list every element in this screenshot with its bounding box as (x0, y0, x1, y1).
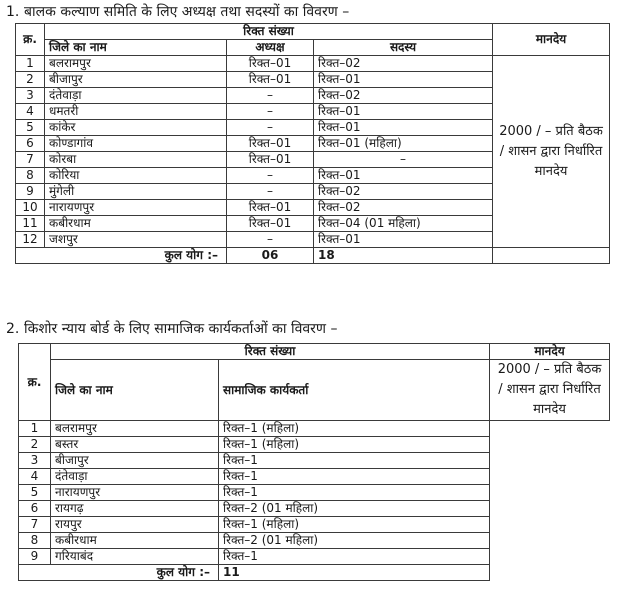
total-chair: 06 (227, 248, 314, 264)
serial-cell: 2 (19, 437, 51, 453)
member-cell: रिक्त–02 (314, 88, 493, 104)
board-total-row (19, 565, 610, 581)
serial-cell: 12 (16, 232, 45, 248)
serial-cell: 7 (19, 517, 51, 533)
district-cell: कबीरधाम (45, 216, 227, 232)
worker-cell: रिक्त–1 (219, 549, 490, 565)
total-member: 18 (314, 248, 493, 264)
district-cell: कोण्डागांव (45, 136, 227, 152)
serial-cell: 8 (19, 533, 51, 549)
board-row (19, 485, 610, 501)
chair-cell: रिक्त–01 (227, 216, 314, 232)
serial-cell: 2 (16, 72, 45, 88)
member-cell: रिक्त–01 (314, 120, 493, 136)
honorarium-cell: 2000 / – प्रति बैठक / शासन द्वारा निर्धारित मानदेय (493, 56, 610, 248)
worker-cell: रिक्त–1 (महिला) (219, 437, 490, 453)
member-header: सदस्य (314, 40, 493, 56)
board-row (19, 453, 610, 469)
district-cell: कोरबा (45, 152, 227, 168)
chair-cell: रिक्त–01 (227, 200, 314, 216)
vacancy-header: रिक्त संख्या (45, 24, 493, 40)
honorarium-cell: 2000 / – प्रति बैठक / शासन द्वारा निर्धारित मानदेय (490, 360, 610, 421)
member-cell: रिक्त–01 (314, 72, 493, 88)
district-header: जिले का नाम (45, 40, 227, 56)
serial-cell: 3 (19, 453, 51, 469)
worker-cell: रिक्त–2 (01 महिला) (219, 533, 490, 549)
board-header-row-1 (19, 344, 610, 360)
district-cell: बस्तर (51, 437, 219, 453)
worker-cell: रिक्त–1 (219, 453, 490, 469)
board-row (19, 517, 610, 533)
total-worker: 11 (219, 565, 490, 581)
serial-cell: 11 (16, 216, 45, 232)
member-cell: रिक्त–01 (314, 232, 493, 248)
committee-table (15, 23, 610, 264)
serial-cell: 4 (19, 469, 51, 485)
serial-cell: 1 (16, 56, 45, 72)
section1-heading (6, 3, 349, 21)
district-cell: जशपुर (45, 232, 227, 248)
board-row (19, 421, 610, 437)
worker-cell: रिक्त–1 (219, 469, 490, 485)
total-honorarium-blank (493, 248, 610, 264)
serial-cell: 3 (16, 88, 45, 104)
board-row (19, 549, 610, 565)
serial-cell: 9 (16, 184, 45, 200)
honorarium-header: मानदेय (490, 344, 610, 360)
district-cell: दंतेवाड़ा (51, 469, 219, 485)
total-label: कुल योग :– (16, 248, 227, 264)
member-cell: रिक्त–02 (314, 200, 493, 216)
district-cell: दंतेवाड़ा (45, 88, 227, 104)
serial-header: क्र. (16, 24, 45, 56)
district-cell: बीजापुर (51, 453, 219, 469)
district-cell: बलरामपुर (45, 56, 227, 72)
district-cell: कांकेर (45, 120, 227, 136)
board-table (18, 343, 610, 581)
serial-cell: 10 (16, 200, 45, 216)
district-cell: कोरिया (45, 168, 227, 184)
section2-title: किशोर न्याय बोर्ड के लिए सामाजिक कार्यकर्ताओं का विवरण – (24, 321, 338, 337)
chair-cell: – (227, 104, 314, 120)
committee-header-row-1 (16, 24, 610, 40)
district-cell: धमतरी (45, 104, 227, 120)
member-cell: रिक्त–02 (314, 56, 493, 72)
honorarium-header: मानदेय (493, 24, 610, 56)
serial-cell: 9 (19, 549, 51, 565)
section2-number: 2. (6, 321, 20, 337)
member-cell: – (314, 152, 493, 168)
chair-cell: – (227, 184, 314, 200)
district-header: जिले का नाम (51, 360, 219, 421)
serial-cell: 8 (16, 168, 45, 184)
chair-cell: – (227, 168, 314, 184)
board-row (19, 533, 610, 549)
district-cell: गरियाबंद (51, 549, 219, 565)
section2-heading (6, 320, 337, 338)
committee-row (16, 56, 610, 72)
serial-cell: 4 (16, 104, 45, 120)
committee-total-row (16, 248, 610, 264)
district-cell: नारायणपुर (51, 485, 219, 501)
member-cell: रिक्त–01 (महिला) (314, 136, 493, 152)
serial-cell: 7 (16, 152, 45, 168)
chair-cell: – (227, 232, 314, 248)
serial-cell: 6 (16, 136, 45, 152)
chair-cell: रिक्त–01 (227, 56, 314, 72)
district-cell: रायगढ़ (51, 501, 219, 517)
total-label: कुल योग :– (19, 565, 219, 581)
chair-cell: – (227, 120, 314, 136)
worker-header: सामाजिक कार्यकर्ता (219, 360, 490, 421)
district-cell: बीजापुर (45, 72, 227, 88)
section1-title: बालक कल्याण समिति के लिए अध्यक्ष तथा सदस्यों का विवरण – (24, 4, 350, 20)
board-row (19, 437, 610, 453)
district-cell: मुंगेली (45, 184, 227, 200)
board-header-row-2 (19, 360, 610, 421)
worker-cell: रिक्त–2 (01 महिला) (219, 501, 490, 517)
member-cell: रिक्त–02 (314, 184, 493, 200)
worker-cell: रिक्त–1 (महिला) (219, 517, 490, 533)
serial-cell: 5 (16, 120, 45, 136)
worker-cell: रिक्त–1 (219, 485, 490, 501)
chair-cell: रिक्त–01 (227, 152, 314, 168)
member-cell: रिक्त–01 (314, 168, 493, 184)
serial-cell: 1 (19, 421, 51, 437)
vacancy-header: रिक्त संख्या (51, 344, 490, 360)
serial-cell: 6 (19, 501, 51, 517)
board-row (19, 501, 610, 517)
chair-cell: रिक्त–01 (227, 136, 314, 152)
board-row (19, 469, 610, 485)
chair-header: अध्यक्ष (227, 40, 314, 56)
district-cell: कबीरधाम (51, 533, 219, 549)
serial-header: क्र. (19, 344, 51, 421)
district-cell: नारायणपुर (45, 200, 227, 216)
district-cell: बलरामपुर (51, 421, 219, 437)
serial-cell: 5 (19, 485, 51, 501)
member-cell: रिक्त–04 (01 महिला) (314, 216, 493, 232)
district-cell: रायपुर (51, 517, 219, 533)
worker-cell: रिक्त–1 (महिला) (219, 421, 490, 437)
chair-cell: रिक्त–01 (227, 72, 314, 88)
section1-number: 1. (6, 4, 20, 20)
chair-cell: – (227, 88, 314, 104)
member-cell: रिक्त–01 (314, 104, 493, 120)
